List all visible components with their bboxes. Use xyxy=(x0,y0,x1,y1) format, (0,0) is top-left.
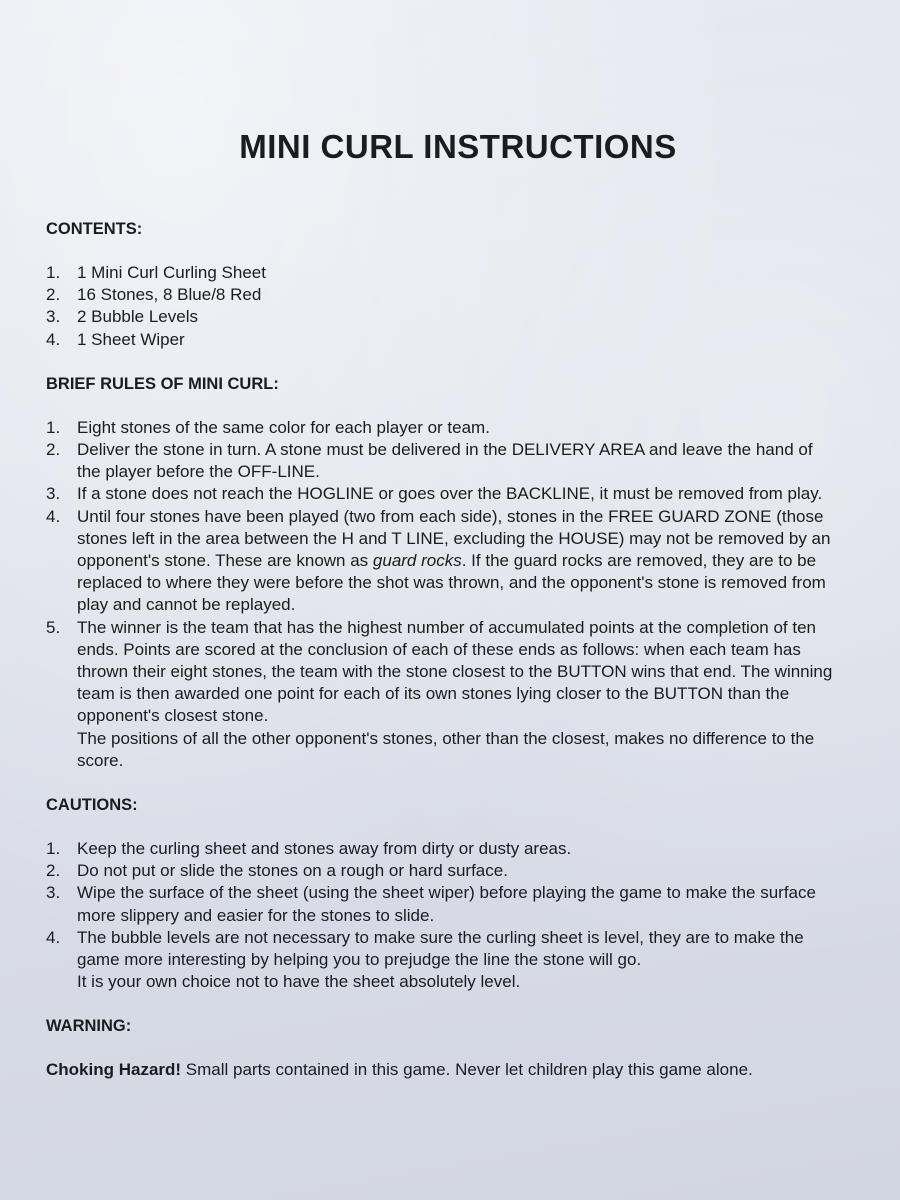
warning-text xyxy=(46,1059,840,1081)
item-number: 2. xyxy=(46,440,61,460)
item-text: The winner is the team that has the highest number of accumulated points at the completion of ten ends. Points are scored at the conclusion of each of these ends as follows: when each team has thrown their eight stones, the team with the stone closest to the BUTTON wins that end. The winning team is then awarded one point for each of its own stones lying closer to the BUTTON than the opponent's closest stone. xyxy=(77,617,833,726)
item-number: 1. xyxy=(46,417,61,437)
item-text: Do not put or slide the stones on a rough or hard surface. xyxy=(77,861,508,881)
item-number: 2. xyxy=(46,861,61,881)
cautions-heading: CAUTIONS: xyxy=(46,796,138,815)
contents-list xyxy=(46,262,840,351)
item-text: If a stone does not reach the HOGLINE or goes over the BACKLINE, it must be removed from play. xyxy=(77,484,823,504)
list-item xyxy=(46,262,840,284)
item-number: 2. xyxy=(46,285,61,305)
item-text: 1 Sheet Wiper xyxy=(77,329,185,349)
warning-body: Small parts contained in this game. Never let children play this game alone. xyxy=(181,1060,753,1080)
item-text: Keep the curling sheet and stones away from dirty or dusty areas. xyxy=(77,839,572,859)
item-text-extra: It is your own choice not to have the sheet absolutely level. xyxy=(77,972,521,992)
list-item xyxy=(46,860,840,882)
list-item xyxy=(46,306,840,328)
list-item xyxy=(46,439,840,483)
item-text: Deliver the stone in turn. A stone must be delivered in the DELIVERY AREA and leave the hand of the player before the OFF-LINE. xyxy=(77,440,813,482)
rules-heading: BRIEF RULES OF MINI CURL: xyxy=(46,374,279,393)
item-number: 4. xyxy=(46,927,61,947)
item-text: Wipe the surface of the sheet (using the sheet wiper) before playing the game to make the surface more slippery and easier for the stones to slide. xyxy=(77,883,816,925)
warning-heading: WARNING: xyxy=(46,1017,132,1036)
item-number: 3. xyxy=(46,484,61,504)
item-number: 3. xyxy=(46,883,61,903)
item-text: 16 Stones, 8 Blue/8 Red xyxy=(77,285,262,305)
item-text-extra: The positions of all the other opponent's stones, other than the closest, makes no difference to the score. xyxy=(77,728,815,770)
item-text: . If the guard rocks are removed, they are to be replaced to where they were before the shot was thrown, and the opponent's stone is removed from play and cannot be replayed. xyxy=(77,551,826,615)
list-item xyxy=(46,417,840,439)
choking-hazard-label: Choking Hazard! xyxy=(46,1060,182,1080)
item-number: 4. xyxy=(46,506,61,526)
list-item xyxy=(46,483,840,505)
list-item xyxy=(46,882,840,926)
item-text: 2 Bubble Levels xyxy=(77,307,198,327)
item-text: 1 Mini Curl Curling Sheet xyxy=(77,263,266,282)
list-item xyxy=(46,506,840,617)
item-emphasis: guard rocks xyxy=(372,551,462,571)
item-text: Eight stones of the same color for each player or team. xyxy=(77,417,490,437)
item-text: The bubble levels are not necessary to make sure the curling sheet is level, they are to make the game more interesting by helping you to prejudge the line the stone will go. xyxy=(77,927,804,970)
page-title: MINI CURL INSTRUCTIONS xyxy=(239,128,677,165)
rules-list xyxy=(46,417,840,772)
list-item xyxy=(46,927,840,994)
item-number: 3. xyxy=(46,307,61,327)
list-item xyxy=(46,329,840,351)
list-item xyxy=(46,284,840,306)
cautions-list xyxy=(46,838,840,993)
list-item xyxy=(46,838,840,860)
item-number: 4. xyxy=(46,329,61,349)
item-text: Until four stones have been played (two from each side), stones in the FREE GUARD ZONE (those stones left in the area between the H and T LINE, excluding the HOUSE) may not be removed by an opponent's stone. These are known as xyxy=(77,506,831,571)
list-item xyxy=(46,617,840,772)
item-number: 5. xyxy=(46,617,61,637)
item-number: 1. xyxy=(46,839,61,859)
contents-heading: CONTENTS: xyxy=(46,220,143,238)
item-number: 1. xyxy=(46,263,61,282)
